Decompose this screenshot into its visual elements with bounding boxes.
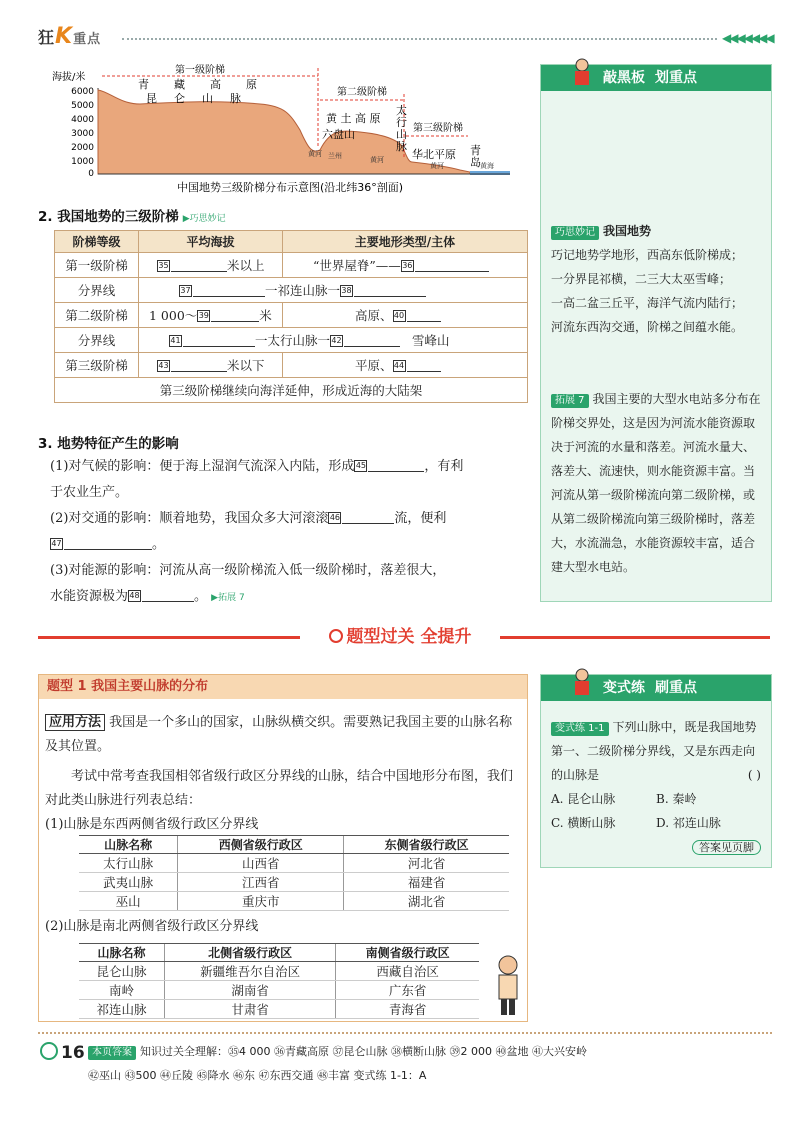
practice-panel: 变式练 刷重点 变式练 1-1 下列山脉中，既是我国地势第一、二级阶梯分界线，又是东西走向的山脉是 ( ) A. 昆仑山脉 B. 秦岭 C. 横断山脉 D. 祁连山脉 答案见页脚: [540, 674, 772, 868]
header-divider: [122, 38, 717, 40]
svg-text:仑: 仑: [174, 92, 185, 105]
svg-text:兰州: 兰州: [328, 152, 342, 160]
step1-label: 第一级阶梯: [175, 65, 225, 76]
table-row: 第二级阶梯 1 000～39 米 高原、40: [55, 303, 528, 328]
svg-text:脉: 脉: [396, 140, 407, 153]
steps-table: 阶梯等级 平均海拔 主要地形类型/主体 第一级阶梯 35 米以上 “世界屋脊”——36 分界线 37 一祁连山脉一38 第二级阶梯 1 000～39 米 高原、40 分界线 41 一太行山脉一42 雪峰山 第三级阶梯 43 米以下 平原、44 第三级阶梯继续向海洋延伸，形成近海的大陆架: [54, 230, 528, 403]
svg-text:昆: 昆: [146, 92, 157, 105]
tick-label: 4000: [71, 115, 94, 125]
section-banner: 题型过关 全提升: [300, 622, 500, 652]
svg-text:山: 山: [396, 128, 407, 141]
tick-label: 1000: [71, 157, 94, 167]
svg-text:青: 青: [470, 144, 481, 157]
table-row: 第一级阶梯 35 米以上 “世界屋脊”——36: [55, 253, 528, 278]
tick-label: 0: [88, 169, 94, 179]
brand-logo: 狂K重点: [38, 24, 102, 49]
svg-text:青: 青: [138, 78, 149, 91]
svg-text:黄 土 高 原: 黄 土 高 原: [326, 112, 381, 125]
table-row: 祁连山脉 甘肃省 青海省: [79, 1000, 479, 1019]
question-type-box: 题型 1 我国主要山脉的分布 应用方法 我国是一个多山的国家，山脉纵横交织。需要熟记我国主要的山脉名称及其位置。 考试中常考查我国相邻省级行政区分界线的山脉，结合中国地形分布图，我们对此类山脉进行列表总结： (1)山脉是东西两侧省级行政区分界线 山脉名称 西侧省级行政区 东侧省级行政区 太行山脉 山西省 河北省 武夷山脉 江西省 福建省 巫山 重庆市 湖北省 (2)山脉是南北两侧省级行政区分界线 山脉名称 北侧省级行政区 南侧省级行政区 昆仑山脉 新疆维吾尔自治区 西藏自治区 南岭 湖南省 广东省 祁连山脉 甘肃省 青海省: [38, 674, 528, 1022]
svg-text:行: 行: [396, 116, 407, 129]
terrain-profile-diagram: [50, 58, 520, 198]
svg-text:高: 高: [210, 78, 221, 91]
svg-text:山: 山: [202, 92, 213, 105]
tick-label: 5000: [71, 101, 94, 111]
section-2-title: 2. 我国地势的三级阶梯 ▶巧思妙记: [38, 209, 226, 225]
practice-tag: 变式练 1-1: [551, 722, 609, 736]
table-row: 第三级阶梯 43 米以下 平原、44: [55, 353, 528, 378]
panel-header: 敲黑板 划重点: [541, 65, 771, 91]
tip-tag: 巧思妙记: [551, 226, 599, 240]
table-row: 武夷山脉 江西省 福建省: [79, 873, 509, 892]
arrow-decoration-icon: ◀◀◀◀◀◀◀: [722, 31, 773, 45]
key-points-panel: 敲黑板 划重点 巧思妙记 我国地势 巧记地势学地形，西高东低阶梯成； 一分界昆祁横，二三大太巫雪峰； 一高二盆三丘平，海洋气流内陆行； 河流东西沟交通，阶梯之间蕴水能。 拓展 7 我国主要的大型水电站多分布在阶梯交界处，这是因为河流水能资源取决于河流的水量和落差。河流水量大、落差大、流速快，则水能资源丰富。当河流从第一级阶梯流向第二级阶梯，或从第二级阶梯流向第三级阶梯时，落差大，水流湍急，水能资源较丰富，适合建大型水电站。: [540, 64, 772, 602]
table-row: 第三级阶梯继续向海洋延伸，形成近海的大陆架: [55, 378, 528, 403]
y-axis-label: 海拔/米: [52, 72, 86, 83]
option-b[interactable]: B. 秦岭: [656, 792, 697, 806]
section-3-title: 3. 地势特征产生的影响: [38, 436, 179, 452]
svg-text:藏: 藏: [174, 78, 185, 91]
extension-tag: 拓展 7: [551, 394, 589, 408]
table-row: 巫山 重庆市 湖北省: [79, 892, 509, 911]
tick-label: 3000: [71, 129, 94, 139]
method-label: 应用方法: [45, 714, 105, 731]
diagram-caption: 中国地势三级阶梯分布示意图(沿北纬36°剖面): [176, 181, 404, 194]
svg-text:华北平原: 华北平原: [412, 148, 456, 161]
svg-text:脉: 脉: [230, 92, 241, 105]
table-row: 分界线 41 一太行山脉一42 雪峰山: [55, 328, 528, 353]
svg-text:黄河: 黄河: [430, 162, 444, 170]
cartoon-figure-icon: [491, 953, 525, 1017]
option-c[interactable]: C. 横断山脉: [551, 816, 616, 830]
mountain-table-1: 山脉名称 西侧省级行政区 东侧省级行政区 太行山脉 山西省 河北省 武夷山脉 江西省 福建省 巫山 重庆市 湖北省: [79, 835, 509, 911]
option-a[interactable]: A. 昆仑山脉: [551, 792, 616, 806]
answer-note: 答案见页脚: [692, 840, 761, 855]
table-row: 南岭 湖南省 广东省: [79, 981, 479, 1000]
table-row: 昆仑山脉 新疆维吾尔自治区 西藏自治区: [79, 962, 479, 981]
step2-label: 第二级阶梯: [337, 87, 387, 98]
table-row: 分界线 37 一祁连山脉一38: [55, 278, 528, 303]
teacher-figure-icon: [569, 57, 595, 87]
svg-text:黄河: 黄河: [308, 150, 322, 158]
table-row: 太行山脉 山西省 河北省: [79, 854, 509, 873]
teacher-figure-icon: [569, 667, 595, 697]
question-type-header: 题型 1 我国主要山脉的分布: [39, 675, 527, 699]
svg-text:原: 原: [246, 78, 257, 91]
svg-text:岛: 岛: [470, 156, 481, 169]
tick-label: 2000: [71, 143, 94, 153]
svg-text:黄河: 黄河: [370, 156, 384, 164]
mountain-table-2: 山脉名称 北侧省级行政区 南侧省级行政区 昆仑山脉 新疆维吾尔自治区 西藏自治区 南岭 湖南省 广东省 祁连山脉 甘肃省 青海省: [79, 943, 479, 1019]
tick-label: 6000: [71, 87, 94, 97]
page-number: 16: [40, 1042, 85, 1063]
svg-text:六盘山: 六盘山: [322, 128, 355, 141]
section-3-body: (1)对气候的影响：便于海上湿润气流深入内陆，形成45 ，有利 于农业生产。 (2)对交通的影响：顺着地势，我国众多大河滚滚46 流，便利 47 。 (3)对能源的影响：河流从高一级阶梯流入低一级阶梯时，落差很大， 水能资源极为48 。 ▶拓展 7: [50, 454, 528, 611]
answers-tag: 本页答案: [88, 1046, 136, 1060]
svg-text:太: 太: [396, 104, 407, 117]
option-d[interactable]: D. 祁连山脉: [656, 816, 721, 830]
target-icon: [329, 629, 343, 643]
svg-text:黄海: 黄海: [480, 162, 494, 170]
step3-label: 第三级阶梯: [413, 123, 463, 134]
page-answers: 本页答案 知识过关全理解：㉟4 000 ㊱青藏高原 ㊲昆仑山脉 ㊳横断山脉 ㊴2 000 ㊵盆地 ㊶大兴安岭 ㊷巫山 ㊸500 ㊹丘陵 ㊺降水 ㊻东 ㊼东西交通 ㊽丰富 变式练 1-1：A: [38, 1032, 772, 1104]
panel-header: 变式练 刷重点: [541, 675, 771, 701]
